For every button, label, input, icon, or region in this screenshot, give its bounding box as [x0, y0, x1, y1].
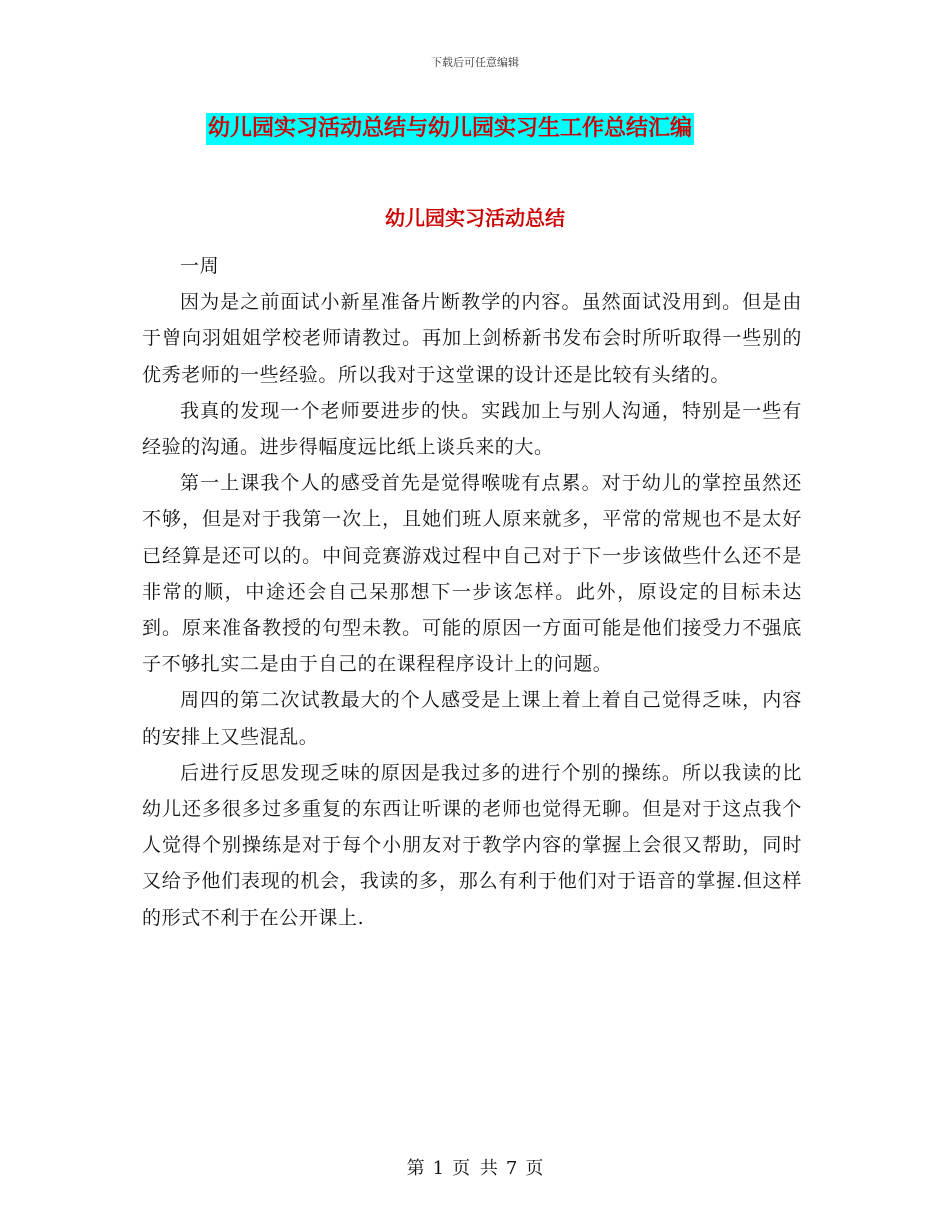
page-number-footer — [0, 1154, 950, 1180]
page-label-suffix: 页 — [525, 1158, 544, 1179]
section-title: 幼儿园实习活动总结 — [385, 206, 565, 230]
page-label-mid: 页 共 — [452, 1158, 498, 1179]
page-label-prefix: 第 — [406, 1158, 425, 1179]
paragraph: 因为是之前面试小新星准备片断教学的内容。虽然面试没用到。但是由于曾向羽姐姐学校老师请教过。再加上剑桥新书发布会时所听取得一些别的优秀老师的一些经验。所以我对于这堂课的设计还是比较有头绪的。 — [142, 291, 802, 386]
header-note: 下载后可任意编辑 — [431, 56, 519, 69]
paragraph: 第一上课我个人的感受首先是觉得喉咙有点累。对于幼儿的掌控虽然还不够，但是对于我第一次上，且她们班人原来就多，平常的常规也不是太好已经算是还可以的。中间竞赛游戏过程中自己对于下一步该做些什么还不是非常的顺，中途还会自己呆那想下一步该怎样。此外，原设定的目标未达到。原来准备教授的句型未教。可能的原因一方面可能是他们接受力不强底子不够扎实二是由于自己的在课程程序设计上的问题。 — [142, 472, 802, 676]
document-body — [142, 248, 802, 936]
paragraph: 周四的第二次试教最大的个人感受是上课上着上着自己觉得乏味，内容的安排上又些混乱。 — [142, 689, 802, 748]
paragraph: 我真的发现一个老师要进步的快。实践加上与别人沟通，特别是一些有经验的沟通。进步得幅度远比纸上谈兵来的大。 — [142, 399, 802, 459]
paragraph: 一周 — [180, 255, 220, 277]
total-pages-number: 7 — [505, 1158, 518, 1179]
current-page-number: 1 — [432, 1158, 445, 1179]
paragraph: 后进行反思发现乏味的原因是我过多的进行个别的操练。所以我读的比幼儿还多很多过多重复的东西让听课的老师也觉得无聊。但是对于这点我个人觉得个别操练是对于每个小朋友对于教学内容的掌握上会很又帮助，同时又给予他们表现的机会，我读的多，那么有利于他们对于语音的掌握.但这样的形式不利于在公开课上. — [142, 761, 802, 929]
title-container — [206, 113, 694, 145]
document-title: 幼儿园实习活动总结与幼儿园实习生工作总结汇编 — [206, 113, 694, 145]
